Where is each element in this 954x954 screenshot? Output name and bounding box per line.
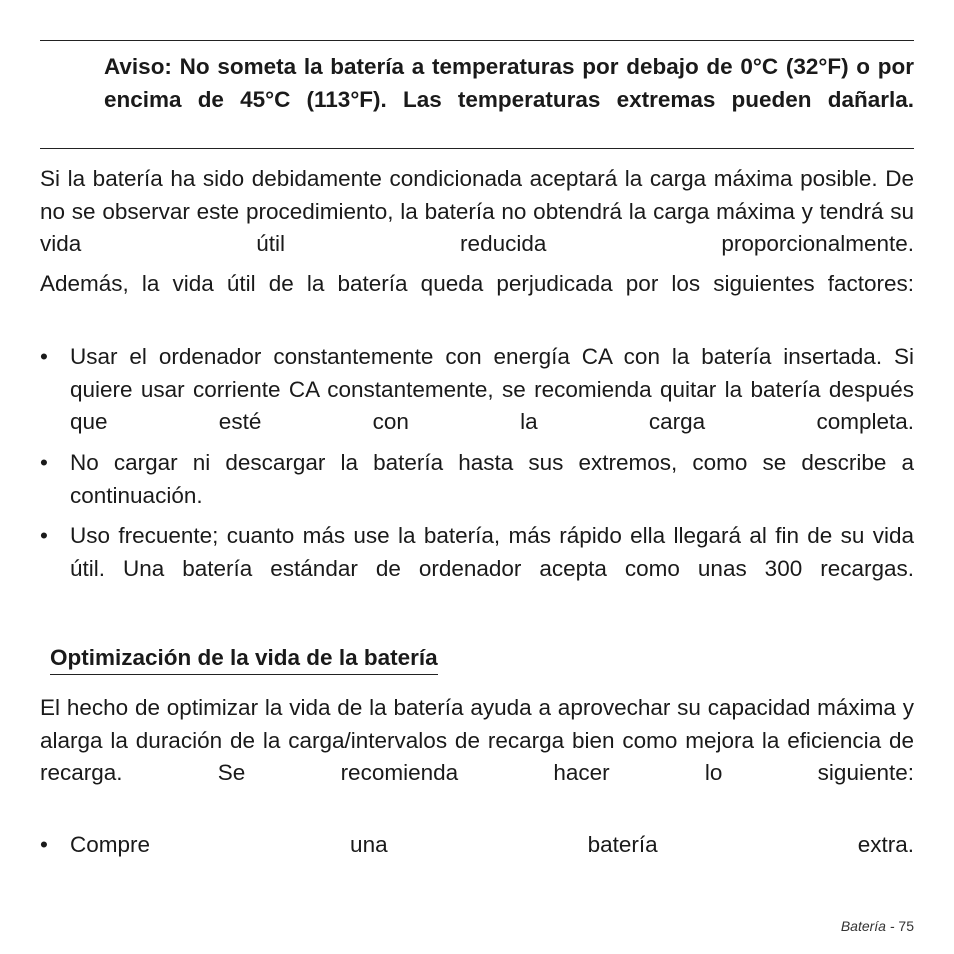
- paragraph-factors-intro: Además, la vida útil de la batería queda perjudicada por los siguientes factores:: [40, 271, 914, 296]
- bullet-icon: •: [40, 344, 48, 369]
- bullet-icon: •: [40, 832, 48, 857]
- notice-box: [40, 40, 914, 149]
- bullet-icon: •: [40, 523, 48, 548]
- list-item-text: No cargar ni descargar la batería hasta sus extremos, como se describe a continuación.: [70, 450, 914, 508]
- footer-section-label: Batería -: [840, 918, 895, 934]
- page-footer: [841, 917, 914, 935]
- paragraph-optimization: El hecho de optimizar la vida de la batería ayuda a aprovechar su capacidad máxima y alarga la duración de la carga/intervalos de recarga bien como mejora la eficiencia de recarga. Se recomienda hacer lo siguiente:: [40, 695, 914, 785]
- notice-text: Aviso: No someta la batería a temperaturas por debajo de 0°C (32°F) o por encima de 45°C (113°F). Las temperaturas extremas pueden dañarla.: [104, 54, 914, 112]
- list-item-text: Usar el ordenador constantemente con energía CA con la batería insertada. Si quiere usar corriente CA constantemente, se recomienda quitar la batería después que esté con la carga completa.: [70, 344, 914, 434]
- bullet-icon: •: [40, 450, 48, 475]
- page-number: 75: [898, 918, 914, 934]
- list-item-text: Uso frecuente; cuanto más use la batería, más rápido ella llegará al fin de su vida útil. Una batería estándar de ordenador acepta como unas 300 recargas.: [70, 523, 914, 581]
- section-heading: Optimización de la vida de la batería: [50, 642, 438, 675]
- paragraph-conditioning: Si la batería ha sido debidamente condicionada aceptará la carga máxima posible. De no se observar este procedimiento, la batería no obtendrá la carga máxima y tendrá su vida útil reducida proporcionalmente.: [40, 166, 914, 256]
- list-item-text: Compre una batería extra.: [70, 832, 914, 857]
